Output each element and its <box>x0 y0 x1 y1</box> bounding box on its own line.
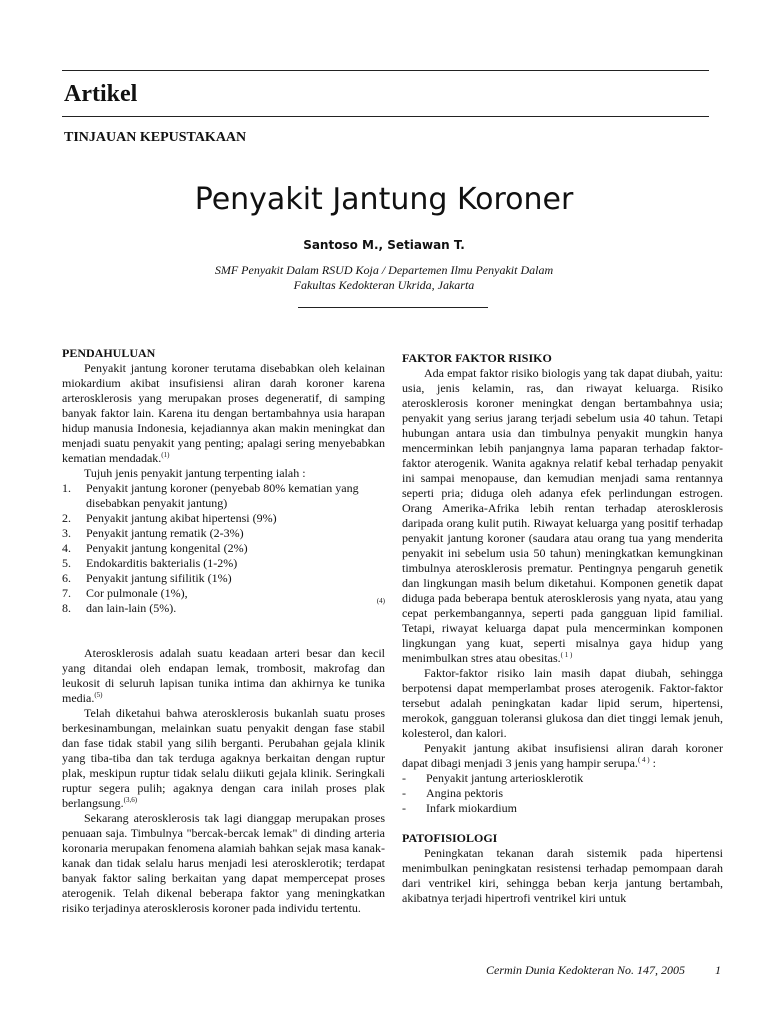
list-item <box>62 511 385 526</box>
citation: (3,6) <box>123 796 138 804</box>
article-title: Penyakit Jantung Koroner <box>194 182 574 217</box>
list-number: 3. <box>62 526 71 540</box>
paragraph: Faktor-faktor risiko lain masih dapat diubah, sehingga berpotensi dapat memperlambat proses aterogenik. Faktor-faktor tersebut adalah peningkatan kadar lipid serum, hipertensi, merokok, gangguan toleransi glukosa dan diet tinggi lemak jenuh, kolesterol, dan kalori. <box>402 666 723 740</box>
list-text: Infark miokardium <box>426 801 517 815</box>
paragraph: Tujuh jenis penyakit jantung terpenting ialah : <box>84 466 306 480</box>
citation: ( 1 ) <box>560 651 573 659</box>
list-item <box>62 541 385 556</box>
section-heading-pendahuluan: PENDAHULUAN <box>62 346 156 360</box>
list-item <box>62 586 385 601</box>
list-number: 1. <box>62 481 71 495</box>
list-dash: - <box>402 801 406 815</box>
citation: ( 4 ) <box>637 756 650 764</box>
paragraph: Penyakit jantung akibat insufisiensi aliran darah koroner dapat dibagi menjadi 3 jenis yang hampir serupa.$^{( 4 )}$ : <box>402 741 723 770</box>
title-divider <box>298 307 488 308</box>
list-number: 6. <box>62 571 71 585</box>
affiliation-line-1: SMF Penyakit Dalam RSUD Koja / Departemen Ilmu Penyakit Dalam <box>214 263 554 277</box>
list-text: Endokarditis bakterialis (1-2%) <box>86 556 238 570</box>
list-item <box>62 526 385 541</box>
paragraph: Ada empat faktor risiko biologis yang tak dapat diubah, yaitu: usia, jenis kelamin, ras, dan riwayat keluarga. Risiko aterosklerosis koroner meningkat dengan bertambahnya usia; penyakit yang serius jarang terjadi sebelum usia 40 tahun. Tetapi hubungan antara usia dan timbulnya penyakit mungkin hanya mencerminkan lebih panjangnya lama paparan terhadap faktor- faktor aterogenik. Wanita agaknya relatif kebal terhadap penyakit ini sampai menopause, dan kemudian menjadi sama rentannya seperti pria; diduga oleh adanya efek perlindungan estrogen. Orang Amerika-Afrika lebih rentan terhadap aterosklerosis daripada orang kulit putih. Riwayat keluarga yang positif terhadap penyakit jantung koroner (saudara atau orang tua yang menderita penyakit ini sebelum usia 50 tahun) meningkatkan kemungkinan timbulnya aterosklerosis prematur. Pentingnya pengaruh genetik dan lingkungan masih belum diketahui. Komponen genetik dapat diduga pada beberapa bentuk aterosklerosis yang nyata, atau yang cepat perkembangannya, seperti pada gangguan lipid familial. Tetapi, riwayat keluarga dapat pula mencerminkan komponen lingkungan yang kuat, seperti misalnya gaya hidup yang menimbulkan stres atau obesitas.$^{( 1 )}$ <box>402 366 723 665</box>
top-rule <box>62 70 709 71</box>
header-rule <box>62 116 709 117</box>
section-heading-faktor-risiko: FAKTOR FAKTOR RISIKO <box>402 351 552 365</box>
list-text: Penyakit jantung koroner (penyebab 80% kematian yang disebabkan penyakit jantung) <box>86 481 359 510</box>
paragraph: Sekarang aterosklerosis tak lagi dianggap merupakan proses penuaan saja. Timbulnya "bercak-bercak lemak" di dinding arteria koronaria merupakan fenomena alamiah bahkan sejak masa kanak-kanak dan tidak selalu harus menjadi lesi aterosklerotik; terdapat banyak faktor saling berkaitan yang dapat mempercepat proses aterogenik. Telah dikenal beberapa faktor yang meningkatkan risiko terjadinya aterosklerosis koroner pada individu tertentu. <box>62 811 385 915</box>
list-item <box>62 571 385 586</box>
section-heading-patofisiologi: PATOFISIOLOGI <box>402 831 498 845</box>
list-text: dan lain-lain (5%). <box>86 601 177 615</box>
list-number: 7. <box>62 586 71 600</box>
journal-footer: Cermin Dunia Kedokteran No. 147, 2005 <box>486 963 685 977</box>
list-text: Penyakit jantung sifilitik (1%) <box>86 571 232 585</box>
list-text: Angina pektoris <box>426 786 503 800</box>
right-column <box>402 351 723 906</box>
citation: (1) <box>161 451 170 459</box>
citation: (5) <box>94 691 103 699</box>
list-number: 4. <box>62 541 71 555</box>
affiliation-line-2: Fakultas Kedokteran Ukrida, Jakarta <box>293 278 475 292</box>
list-item <box>62 556 385 571</box>
article-category: TINJAUAN KEPUSTAKAAN <box>64 130 247 145</box>
list-number: 5. <box>62 556 71 570</box>
list-number: 8. <box>62 601 71 615</box>
list-dash: - <box>402 786 406 800</box>
list-item <box>402 771 723 786</box>
list-text: Penyakit jantung arteriosklerotik <box>426 771 584 785</box>
paragraph: Penyakit jantung koroner terutama disebabkan oleh kelainan miokardium akibat insufisiensi aliran darah koroner karena arterosklerosis yang merupakan proses degeneratif, di samping banyak faktor lain. Karena itu dengan bertambahnya usia harapan hidup manusia Indonesia, kejadiannya akan makin meningkat dan menjadi suatu penyakit yang penting; apalagi sering menyebabkan kematian mendadak.$^{(1)}$ <box>62 361 385 465</box>
heart-disease-list <box>62 481 385 616</box>
list-item <box>402 801 723 816</box>
list-text: Penyakit jantung rematik (2-3%) <box>86 526 244 540</box>
paragraph: Peningkatan tekanan darah sistemik pada hipertensi menimbulkan peningkatan resistensi terhadap pemompaan darah dari ventrikel kiri, sehingga beban kerja jantung bertambah, akibatnya terjadi hipertrofi ventrikel kiri untuk <box>402 846 723 905</box>
left-column <box>62 346 385 916</box>
list-text: Penyakit jantung akibat hipertensi (9%) <box>86 511 277 525</box>
list-text: Penyakit jantung kongenital (2%) <box>86 541 248 555</box>
list-item <box>402 786 723 801</box>
paragraph: Aterosklerosis adalah suatu keadaan arteri besar dan kecil yang ditandai oleh endapan lemak, trombosit, makrofag dan leukosit di seluruh lapisan tunika intima dan akhirnya ke tunika media.$^{(5)}$ <box>62 646 385 705</box>
list-item <box>62 597 385 616</box>
list-dash: - <box>402 771 406 785</box>
paragraph: Telah diketahui bahwa aterosklerosis bukanlah suatu proses berkesinambungan, melainkan suatu penyakit dengan fase stabil dan fase tidak stabil yang silih berganti. Perubahan gejala klinik yang tiba-tiba dan tak terduga agaknya berkaitan dengan ruptur plak, meskipun ruptur tidak selalu diikuti gejala klinik. Seringkali ruptur segera pulih; agaknya dengan cara inilah proses plak berlangsung.$^{(3,6)}$ <box>62 706 385 810</box>
disease-type-list <box>402 771 723 816</box>
page-number: 1 <box>715 963 721 977</box>
citation: (4) <box>376 597 385 605</box>
list-item <box>62 481 385 511</box>
list-number: 2. <box>62 511 71 525</box>
section-label: Artikel <box>64 81 138 107</box>
list-text: Cor pulmonale (1%), <box>86 586 188 600</box>
article-authors: Santoso M., Setiawan T. <box>303 238 465 252</box>
